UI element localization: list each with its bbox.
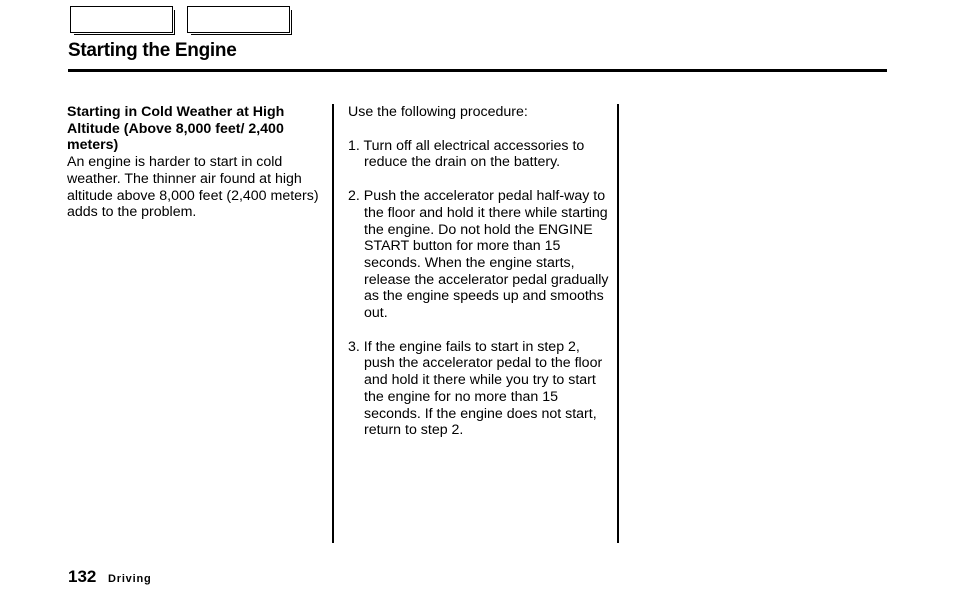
section-name: Driving [108, 573, 152, 585]
section-heading: Starting in Cold Weather at High Altitude (Above 8,000 feet/ 2,400 meters) [67, 104, 285, 154]
procedure-step-1: 1. Turn off all electrical accessories to reduce the drain on the battery. [348, 137, 585, 171]
column-divider [617, 104, 619, 543]
procedure-step-2: 2. Push the accelerator pedal half-way to the floor and hold it there while starting the engine. Do not hold the ENGINE START button for more than 15 seconds. When the engine starts, release the accelerator pedal gradually as the engine speeds up and smooths out. [348, 188, 609, 322]
procedure-intro: Use the following procedure: [348, 104, 528, 120]
section-body: An engine is harder to start in cold weather. The thinner air found at high altitude above 8,000 feet (2,400 meters) adds to the problem. [67, 154, 319, 221]
previous-page-button[interactable] [70, 6, 173, 33]
page-title: Starting the Engine [68, 40, 237, 61]
page-number: 132 [68, 567, 97, 586]
title-rule [68, 69, 887, 72]
next-page-button[interactable] [187, 6, 290, 33]
procedure-column [348, 104, 613, 456]
left-column [67, 104, 325, 221]
procedure-step-3: 3. If the engine fails to start in step 2, push the accelerator pedal to the floor and hold it there while you try to start the engine for no more than 15 seconds. If the engine does not start, return to step 2. [348, 338, 603, 439]
column-divider [332, 104, 334, 543]
